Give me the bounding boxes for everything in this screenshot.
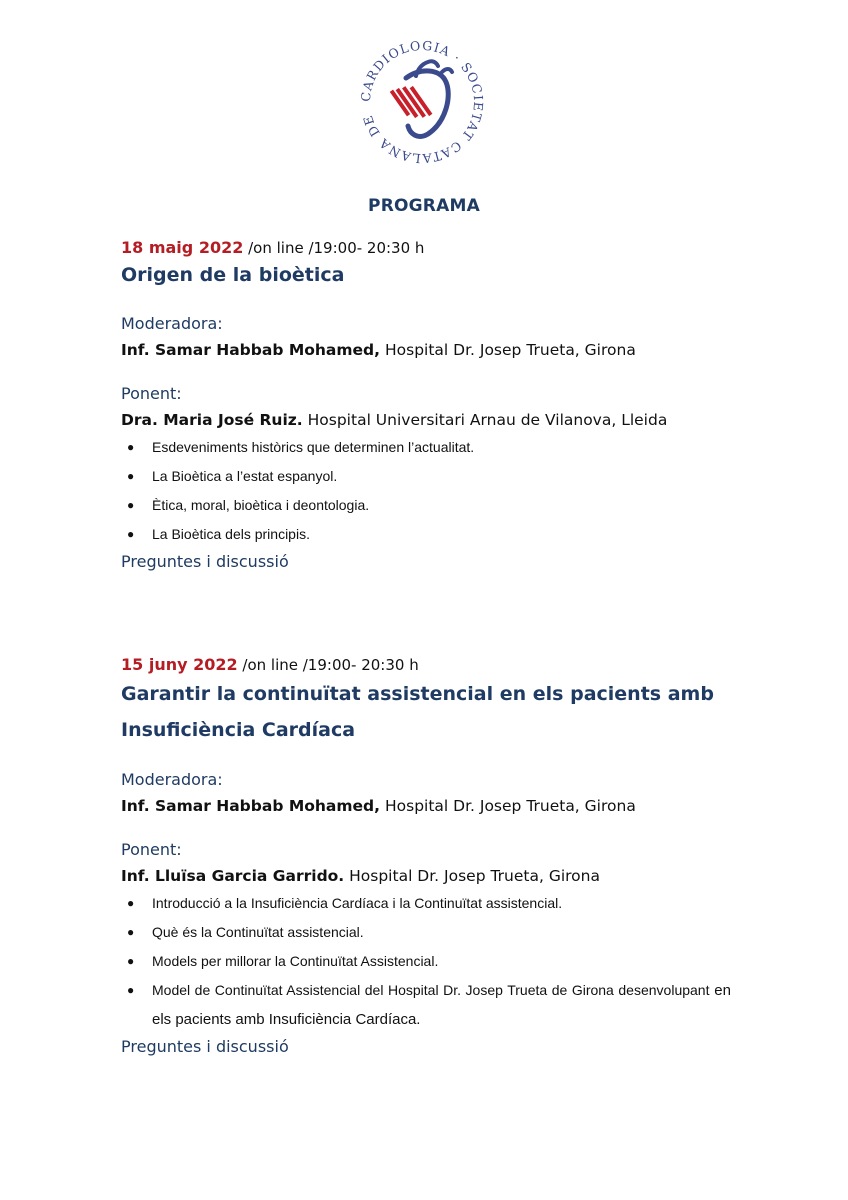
list-item: ● Què és la Continuïtat assistencial. xyxy=(121,918,731,947)
svg-text:CARDIOLOGIA · SOCIETAT CATALAN: CARDIOLOGIA · SOCIETAT CATALANA DE xyxy=(358,38,486,166)
session-1 xyxy=(121,238,741,571)
session-date-line xyxy=(121,655,731,674)
societat-catalana-cardiologia-logo xyxy=(358,38,486,166)
list-item: ● Introducció a la Insuficiència Cardíaca i la Continuïtat assistencial. xyxy=(121,889,731,918)
questions-discussion: Preguntes i discussió xyxy=(121,552,289,571)
list-item: ● Esdeveniments històrics que determinen l’actualitat. xyxy=(121,433,741,462)
topic-list xyxy=(121,433,741,549)
speaker-affiliation: Hospital Dr. Josep Trueta, Girona xyxy=(344,867,600,885)
moderator-affiliation: Hospital Dr. Josep Trueta, Girona xyxy=(380,797,636,815)
speaker xyxy=(121,411,741,429)
speaker-name: Inf. Lluïsa Garcia Garrido. xyxy=(121,867,345,885)
session-info: /on line /19:00- 20:30 h xyxy=(243,239,425,257)
moderator-name: Inf. Samar Habbab Mohamed, xyxy=(121,797,381,815)
moderator xyxy=(121,797,731,815)
list-item: ● Model de Continuïtat Assistencial del Hospital Dr. Josep Trueta de Girona desenvolupant en els pacients amb Insuficiència Cardíaca. xyxy=(121,976,731,1034)
session-date: 18 maig 2022 xyxy=(121,238,244,257)
moderator-name: Inf. Samar Habbab Mohamed, xyxy=(121,341,381,359)
list-item: ● Models per millorar la Continuïtat Assistencial. xyxy=(121,947,731,976)
speaker xyxy=(121,867,731,885)
moderator-affiliation: Hospital Dr. Josep Trueta, Girona xyxy=(380,341,636,359)
bullet-icon: ● xyxy=(127,498,135,512)
session-date: 15 juny 2022 xyxy=(121,655,238,674)
bullet-icon: ● xyxy=(127,896,135,910)
list-item: ● Ètica, moral, bioètica i deontologia. xyxy=(121,491,741,520)
page-title: PROGRAMA xyxy=(368,196,480,216)
bullet-icon: ● xyxy=(127,527,135,541)
topic-list xyxy=(121,889,731,1034)
moderator-label: Moderadora: xyxy=(121,314,223,333)
speaker-affiliation: Hospital Universitari Arnau de Vilanova, Lleida xyxy=(302,411,668,429)
speaker-label: Ponent: xyxy=(121,840,182,859)
session-info: /on line /19:00- 20:30 h xyxy=(237,656,419,674)
list-item: ● La Bioètica dels principis. xyxy=(121,520,741,549)
bullet-icon: ● xyxy=(127,440,135,454)
list-item: ● La Bioètica a l’estat espanyol. xyxy=(121,462,741,491)
session-title: Garantir la continuïtat assistencial en els pacients amb Insuficiència Cardíaca xyxy=(121,683,714,741)
bullet-icon: ● xyxy=(127,925,135,939)
session-date-line xyxy=(121,238,741,257)
questions-discussion: Preguntes i discussió xyxy=(121,1037,289,1056)
bullet-icon: ● xyxy=(127,954,135,968)
moderator-label: Moderadora: xyxy=(121,770,223,789)
session-2 xyxy=(121,655,731,1056)
bullet-icon: ● xyxy=(127,983,135,997)
bullet-icon: ● xyxy=(127,469,135,483)
speaker-name: Dra. Maria José Ruiz. xyxy=(121,411,303,429)
moderator xyxy=(121,341,741,359)
speaker-label: Ponent: xyxy=(121,384,182,403)
session-title: Origen de la bioètica xyxy=(121,264,345,286)
